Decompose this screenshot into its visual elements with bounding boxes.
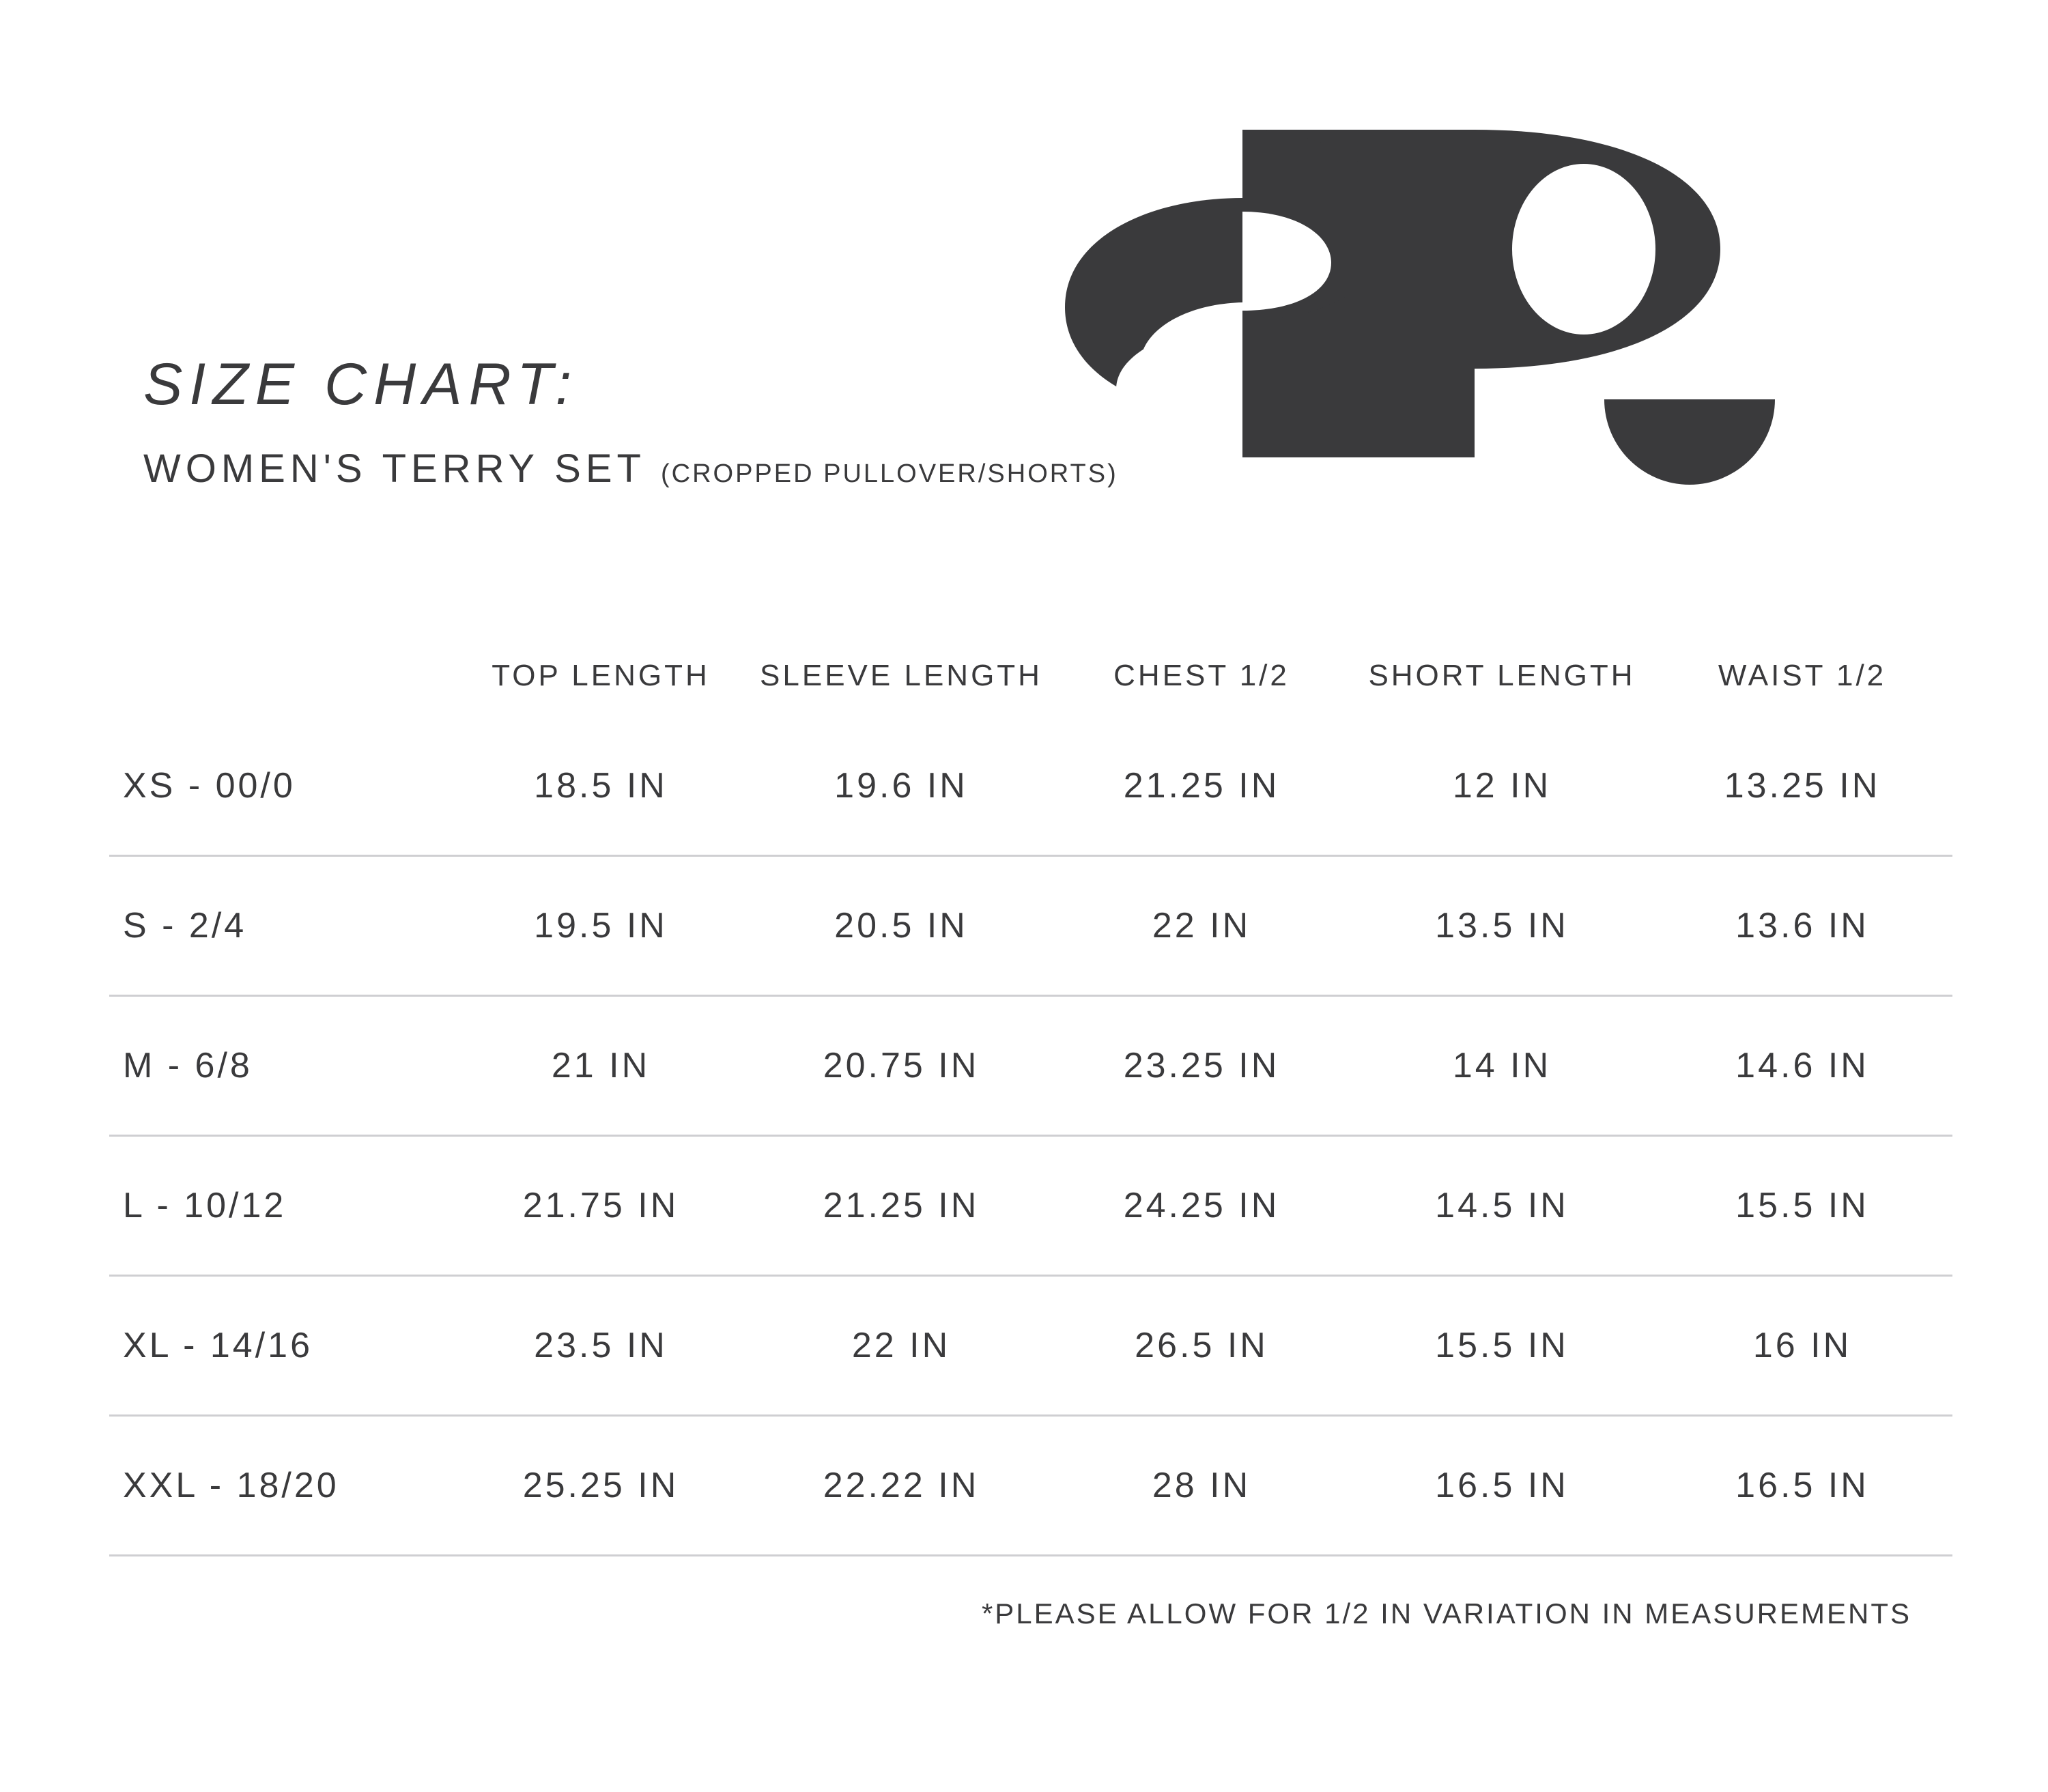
table-row [109,857,1952,997]
cell-short-length: 14.5 IN [1435,1186,1569,1225]
page-subtitle: WOMEN'S TERRY SET [143,446,646,491]
cell-sleeve-length: 20.75 IN [823,1046,980,1085]
cell-waist-half: 16 IN [1752,1326,1852,1365]
column-header-waist-half: WAIST 1/2 [1718,659,1887,692]
title-block [143,352,1118,491]
cell-sleeve-length: 21.25 IN [823,1186,980,1225]
row-size-label: XL - 14/16 [123,1326,313,1365]
cell-sleeve-length: 19.6 IN [834,766,968,806]
cell-top-length: 23.5 IN [534,1326,668,1365]
table-header-row [109,635,1952,717]
cell-chest-half: 21.25 IN [1123,766,1280,806]
cell-sleeve-length: 22.22 IN [823,1466,980,1505]
cell-top-length: 21.75 IN [522,1186,679,1225]
size-table [109,635,1952,1556]
cell-short-length: 13.5 IN [1435,906,1569,945]
cell-waist-half: 13.25 IN [1724,766,1881,806]
measurement-disclaimer: *PLEASE ALLOW FOR 1/2 IN VARIATION IN MEASUREMENTS [981,1597,1911,1630]
table-row [109,997,1952,1137]
cell-sleeve-length: 22 IN [851,1326,951,1365]
cell-short-length: 14 IN [1452,1046,1552,1085]
row-size-label: XS - 00/0 [123,766,296,806]
cell-chest-half: 23.25 IN [1123,1046,1280,1085]
row-size-label: M - 6/8 [123,1046,253,1085]
header [137,109,1925,546]
cell-waist-half: 16.5 IN [1735,1466,1869,1505]
column-header-chest-half: CHEST 1/2 [1113,659,1290,692]
cell-top-length: 18.5 IN [534,766,668,806]
cell-top-length: 19.5 IN [534,906,668,945]
column-header-top-length: TOP LENGTH [492,659,710,692]
row-size-label: L - 10/12 [123,1186,287,1225]
column-header-short-length: SHORT LENGTH [1368,659,1636,692]
cell-top-length: 21 IN [551,1046,651,1085]
cell-short-length: 15.5 IN [1435,1326,1569,1365]
cell-waist-half: 13.6 IN [1735,906,1869,945]
cell-chest-half: 26.5 IN [1135,1326,1268,1365]
cell-chest-half: 24.25 IN [1123,1186,1280,1225]
table-row [109,1137,1952,1277]
subtitle-row [143,446,1118,491]
cell-top-length: 25.25 IN [522,1466,679,1505]
page-title: SIZE CHART: [143,352,579,417]
bp-monogram-logo [1038,123,1802,532]
cell-sleeve-length: 20.5 IN [834,906,968,945]
cell-short-length: 16.5 IN [1435,1466,1569,1505]
cell-waist-half: 15.5 IN [1735,1186,1869,1225]
table-row [109,717,1952,857]
cell-chest-half: 28 IN [1152,1466,1251,1505]
cell-short-length: 12 IN [1452,766,1552,806]
column-header-sleeve-length: SLEEVE LENGTH [760,659,1042,692]
cell-waist-half: 14.6 IN [1735,1046,1869,1085]
table-row [109,1277,1952,1417]
row-size-label: XXL - 18/20 [123,1466,339,1505]
table-row [109,1417,1952,1556]
row-size-label: S - 2/4 [123,906,247,945]
cell-chest-half: 22 IN [1152,906,1251,945]
page-subtitle-note: (CROPPED PULLOVER/SHORTS) [660,459,1118,488]
